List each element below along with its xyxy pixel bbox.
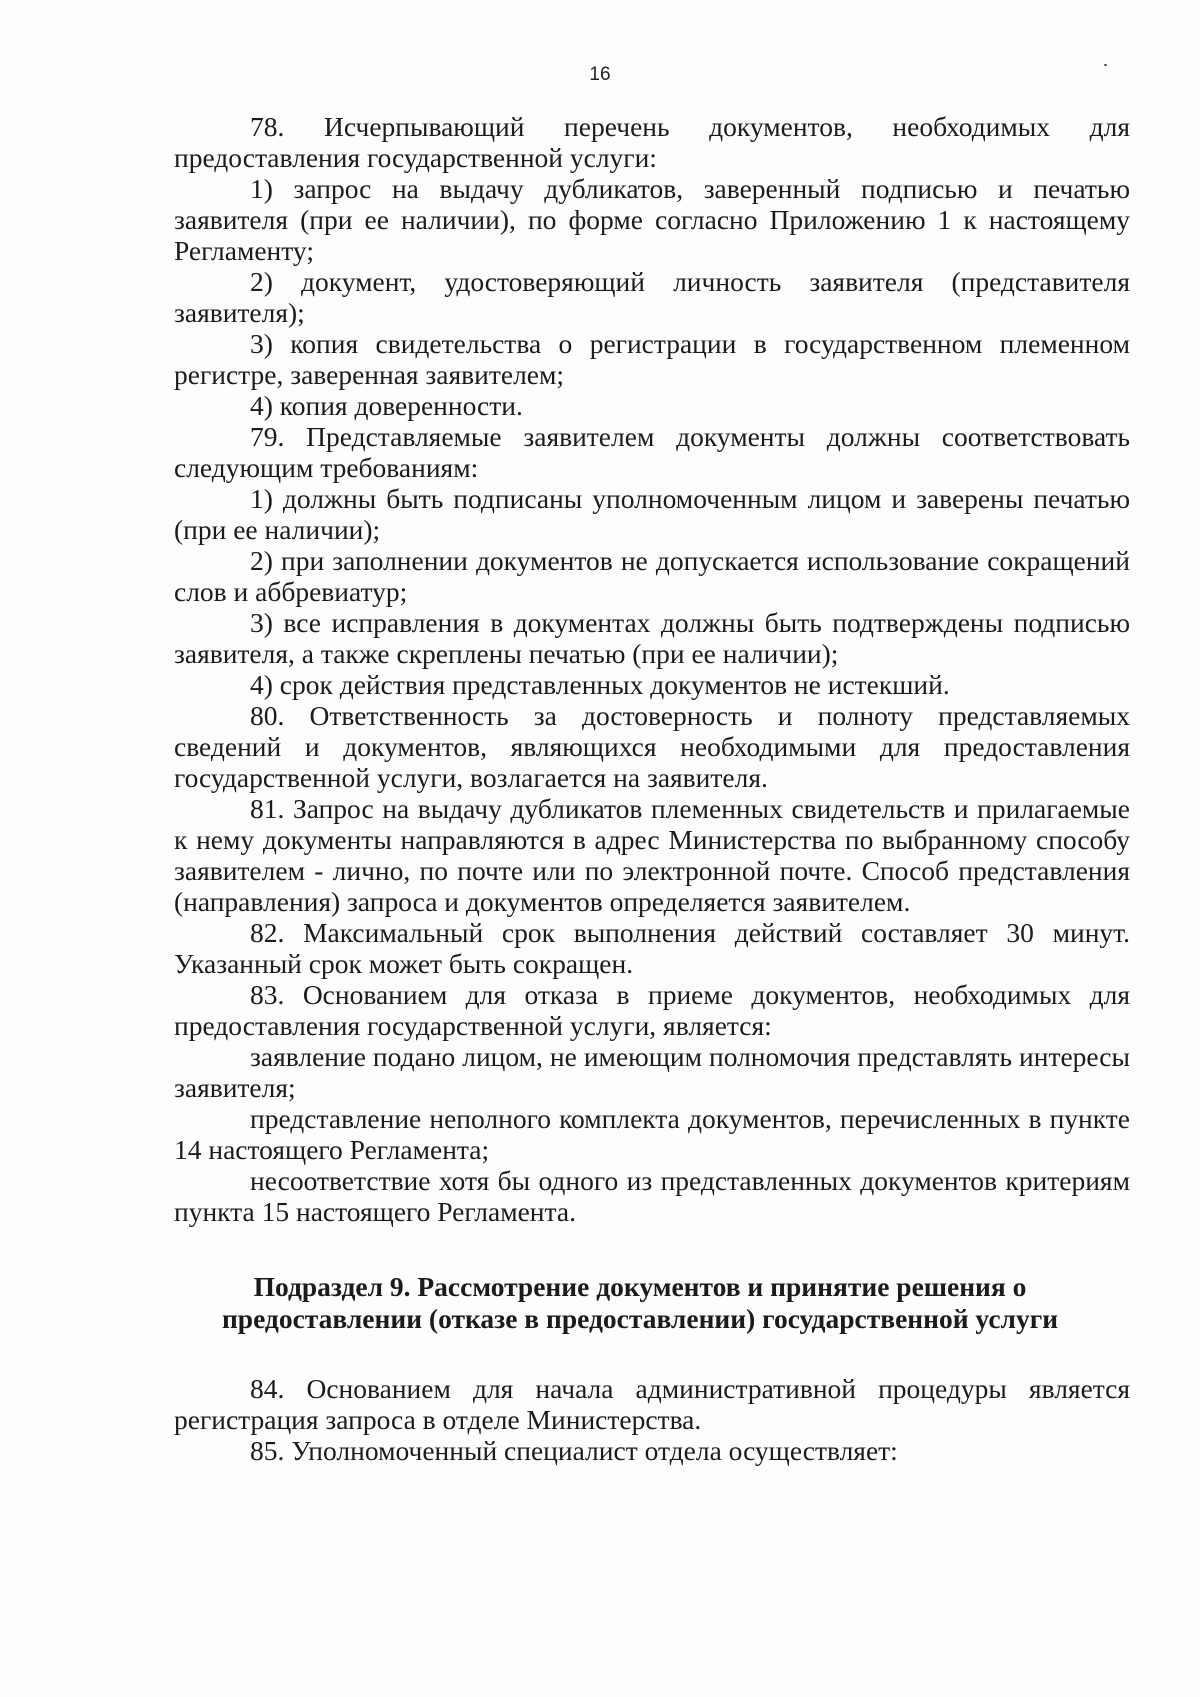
- document-body: [174, 111, 1130, 1466]
- paragraph-85: 85. Уполномоченный специалист отдела осуществляет:: [250, 1435, 898, 1466]
- paragraph-79-item-2: 2) при заполнении документов не допускается использование сокращений слов и аббревиатур;: [174, 545, 1130, 607]
- page-number: 16: [589, 64, 611, 85]
- paragraph-80: 80. Ответственность за достоверность и полноту представляемых сведений и документов, являющихся необходимыми для предоставления государственной услуги, возлагается на заявителя.: [174, 700, 1130, 793]
- paragraph-78-item-3: 3) копия свидетельства о регистрации в государственном племенном регистре, заверенная заявителем;: [174, 328, 1130, 390]
- paragraph-84: 84. Основанием для начала административной процедуры является регистрация запроса в отделе Министерства.: [174, 1373, 1130, 1435]
- paragraph-83: 83. Основанием для отказа в приеме документов, необходимых для предоставления государственной услуги, является:: [174, 979, 1130, 1041]
- paragraph-78: 78. Исчерпывающий перечень документов, необходимых для предоставления государственной услуги:: [174, 111, 1130, 173]
- paragraph-78-item-4: 4) копия доверенности.: [250, 390, 523, 421]
- paragraph-78-item-1: 1) запрос на выдачу дубликатов, заверенный подписью и печатью заявителя (при ее наличии), по форме согласно Приложению 1 к настоящему Регламенту;: [174, 173, 1130, 266]
- paragraph-79: 79. Представляемые заявителем документы должны соответствовать следующим требованиям:: [174, 421, 1130, 483]
- scan-speck: [1104, 64, 1107, 66]
- paragraph-81: 81. Запрос на выдачу дубликатов племенных свидетельств и прилагаемые к нему документы направляются в адрес Министерства по выбранному способу заявителем - лично, по почте или по электронной почте. Способ представления (направления) запроса и документов определяется заявителем.: [174, 793, 1130, 917]
- section-heading: Подраздел 9. Рассмотрение документов и принятие решения о предоставлении (отказе в предоставлении) государственной услуги: [221, 1271, 1059, 1334]
- paragraph-82: 82. Максимальный срок выполнения действий составляет 30 минут. Указанный срок может быть сокращен.: [174, 917, 1130, 979]
- paragraph-83-item-2: представление неполного комплекта документов, перечисленных в пункте 14 настоящего Регламента;: [174, 1103, 1130, 1165]
- paragraph-83-item-1: заявление подано лицом, не имеющим полномочия представлять интересы заявителя;: [174, 1041, 1130, 1103]
- paragraph-79-item-3: 3) все исправления в документах должны быть подтверждены подписью заявителя, а также скреплены печатью (при ее наличии);: [174, 607, 1130, 669]
- paragraph-79-item-1: 1) должны быть подписаны уполномоченным лицом и заверены печатью (при ее наличии);: [174, 483, 1130, 545]
- paragraph-79-item-4: 4) срок действия представленных документов не истекший.: [250, 669, 950, 700]
- paragraph-78-item-2: 2) документ, удостоверяющий личность заявителя (представителя заявителя);: [174, 266, 1130, 328]
- paragraph-83-item-3: несоответствие хотя бы одного из представленных документов критериям пункта 15 настоящего Регламента.: [174, 1165, 1130, 1227]
